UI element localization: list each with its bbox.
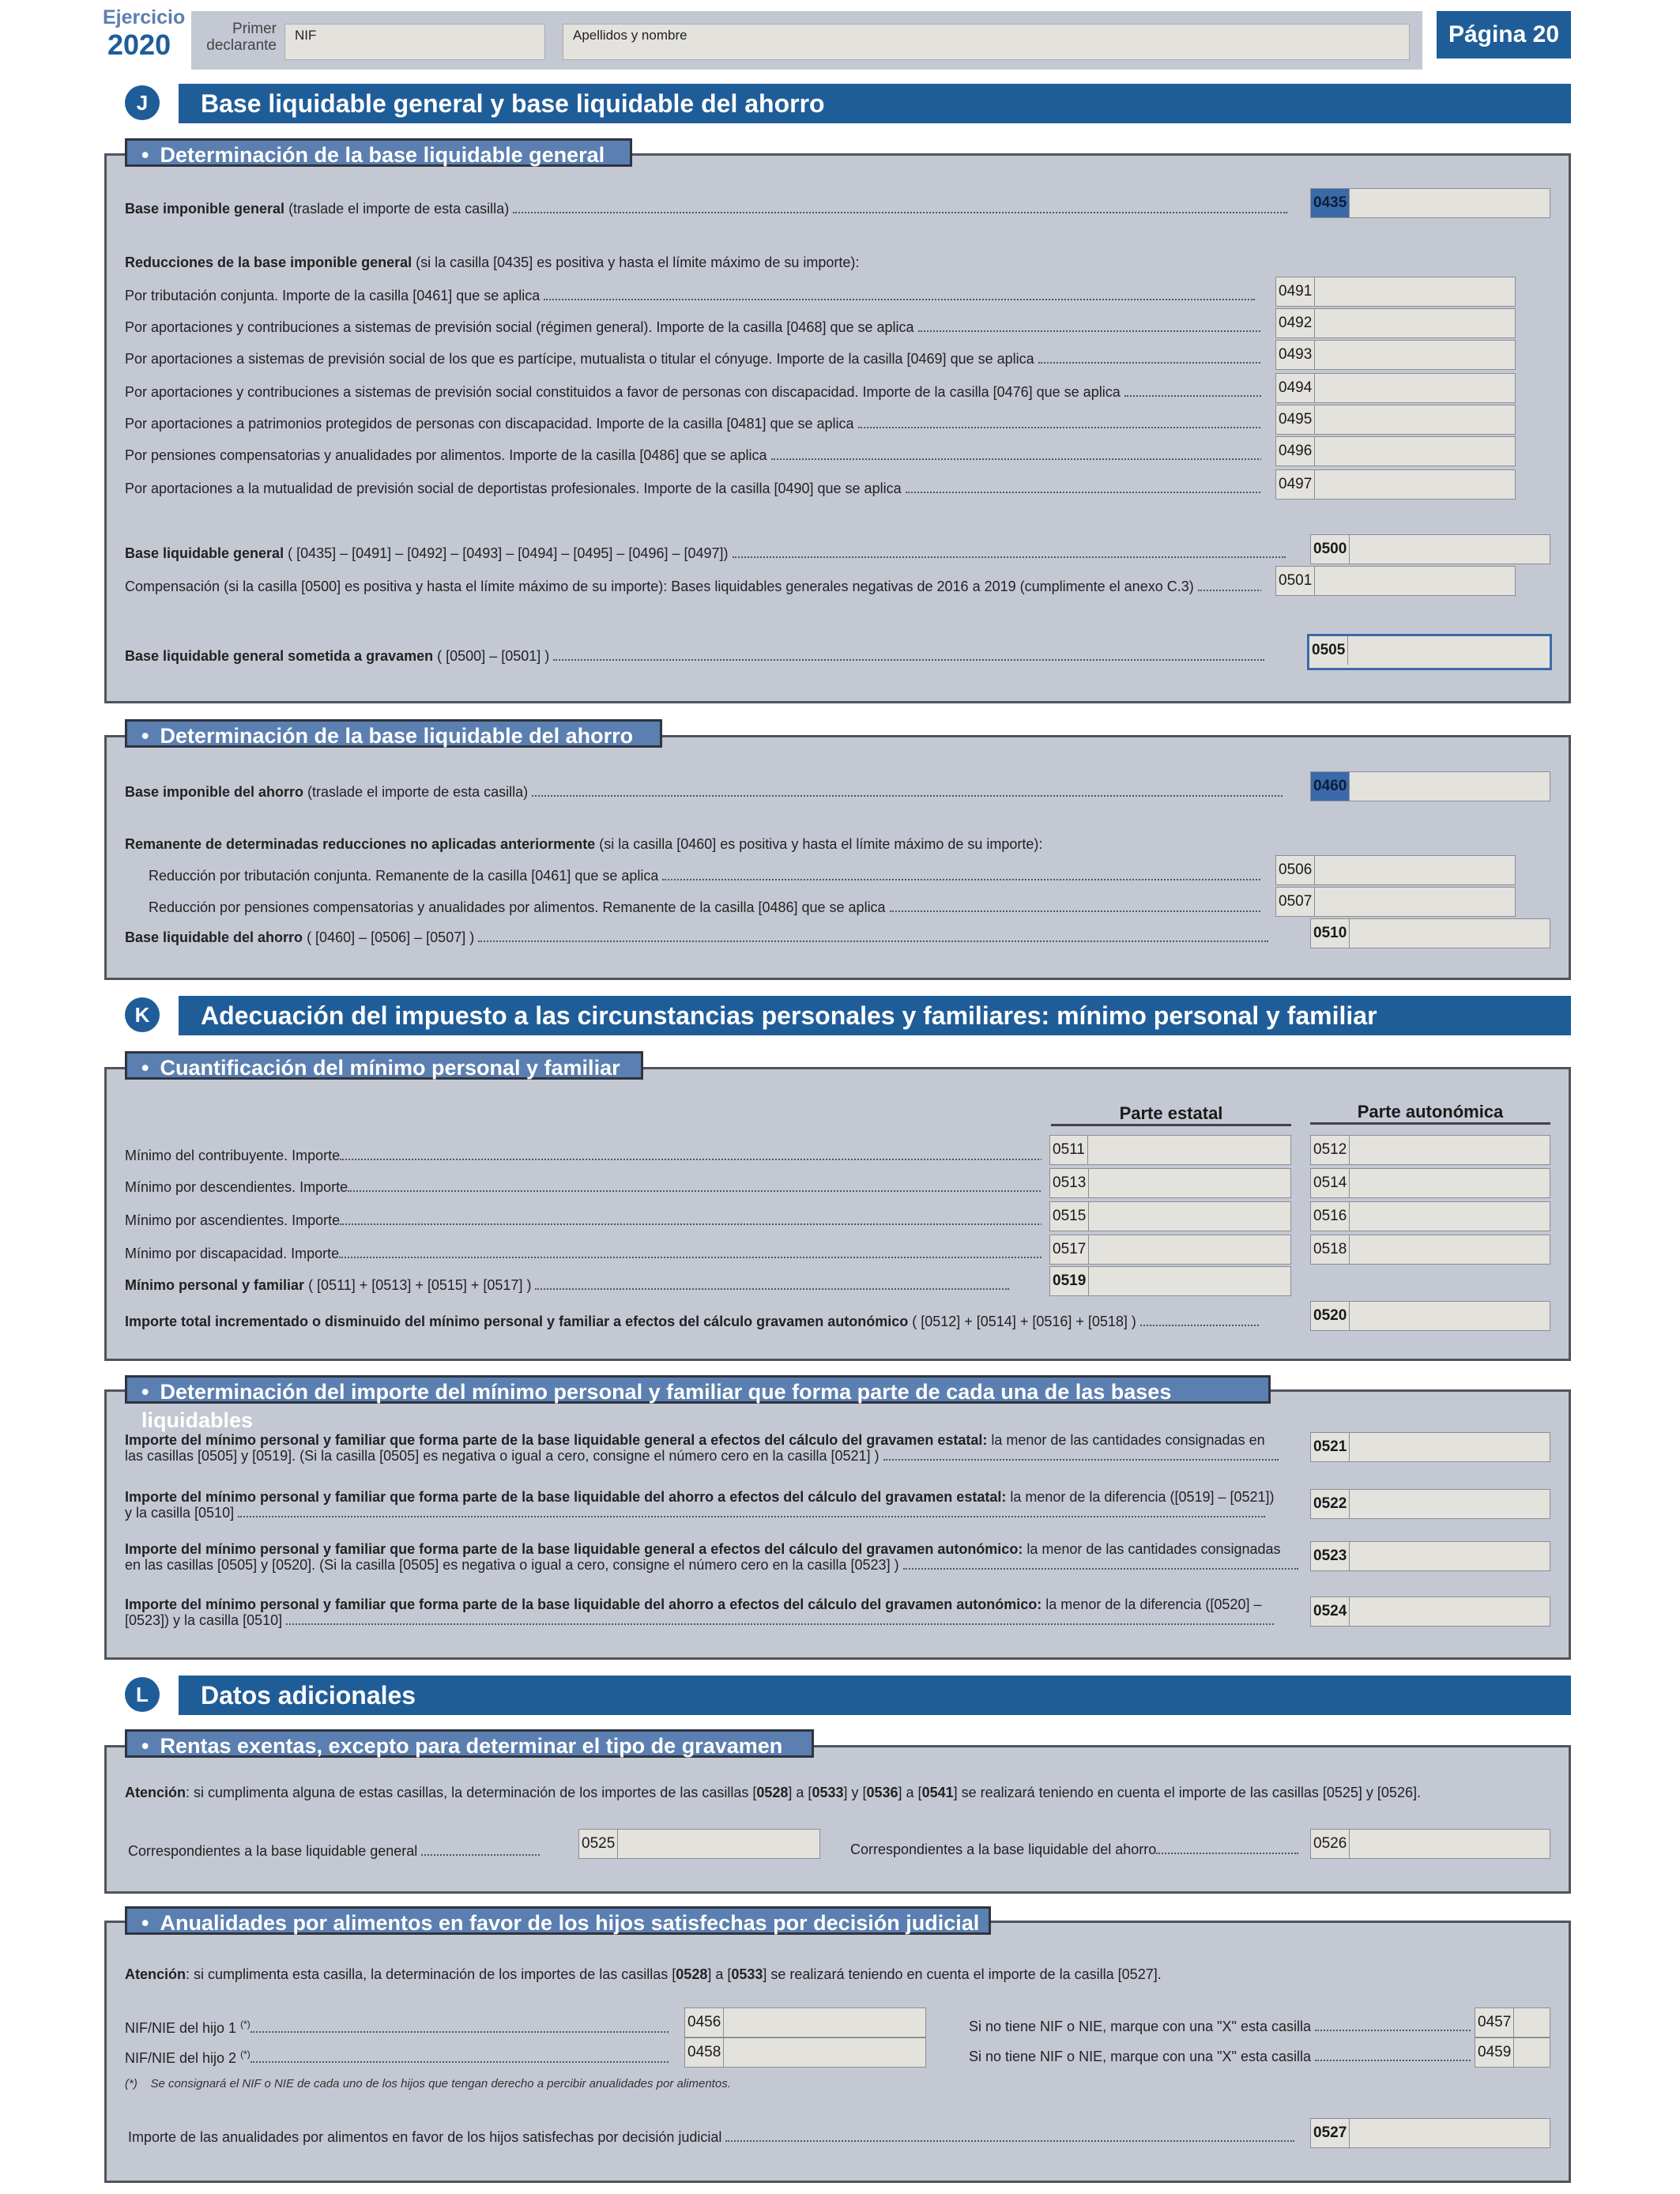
row-0491: Por tributación conjunta. Importe de la casilla [0461] que se aplica: [125, 288, 1261, 304]
section-letter-l: L: [125, 1677, 160, 1712]
casilla-0525[interactable]: 0525: [578, 1829, 820, 1859]
subsection-title: • Cuantificación del mínimo personal y familiar: [125, 1051, 643, 1080]
row-minimo-ascendientes: Mínimo por ascendientes. Importe: [125, 1212, 1042, 1229]
casilla-0512[interactable]: 0512: [1310, 1135, 1550, 1165]
casilla-0511[interactable]: 0511: [1049, 1135, 1291, 1165]
atencion-rentas: Atención: si cumplimenta alguna de estas casillas, la determinación de los importes de las casillas [0528] a [0533] y [0536] a [0541] se realizará teniendo en cuenta el importe de las casillas [0525] y [0526].: [125, 1785, 1421, 1800]
section-title-j: Base liquidable general y base liquidable del ahorro: [179, 84, 1571, 123]
ejercicio-label: Ejercicio: [103, 6, 186, 28]
row-base-imponible-general: Base imponible general (traslade el importe de esta casilla): [125, 201, 1299, 217]
casilla-0460[interactable]: 0460: [1310, 771, 1550, 801]
subsection-title: • Rentas exentas, excepto para determinar el tipo de gravamen: [125, 1729, 814, 1758]
row-importe-anualidades: Importe de las anualidades por alimentos en favor de los hijos satisfechas por decisión judicial: [128, 2129, 1298, 2146]
row-0507: Reducción por pensiones compensatorias y anualidades por alimentos. Remanente de la casilla [0486] que se aplica: [149, 899, 1261, 916]
row-minimo-discapacidad: Mínimo por discapacidad. Importe: [125, 1246, 1042, 1262]
row-0497: Por aportaciones a la mutualidad de previsión social de deportistas profesionales. Importe de la casilla [0490] que se aplica: [125, 481, 1261, 497]
casilla-0522[interactable]: 0522: [1310, 1489, 1550, 1519]
casilla-0501[interactable]: 0501: [1275, 566, 1516, 596]
casilla-0523[interactable]: 0523: [1310, 1541, 1550, 1571]
subsection-title: • Determinación del importe del mínimo personal y familiar que forma parte de cada una de las bases liquidables: [125, 1375, 1271, 1404]
primer-declarante-label: Primer declarante: [206, 21, 277, 54]
checkbox-0459[interactable]: 0459: [1475, 2038, 1550, 2068]
section-letter-k: K: [125, 997, 160, 1032]
row-0496: Por pensiones compensatorias y anualidades por alimentos. Importe de la casilla [0486] que se aplica: [125, 447, 1261, 464]
casilla-0526[interactable]: 0526: [1310, 1829, 1550, 1859]
casilla-0517[interactable]: 0517: [1049, 1235, 1291, 1265]
casilla-0519[interactable]: 0519: [1049, 1266, 1291, 1296]
casilla-0497[interactable]: 0497: [1275, 469, 1516, 499]
atencion-anualidades: Atención: si cumplimenta esta casilla, la determinación de los importes de las casillas [0528] a [0533] se realizará teniendo en cuenta el importe de la casilla [0527].: [125, 1966, 1162, 1982]
panel-rentas-exentas: [104, 1745, 1571, 1894]
column-header-estatal: Parte estatal: [1051, 1103, 1291, 1126]
paragraph-0522: Importe del mínimo personal y familiar que forma parte de la base liquidable del ahorro a efectos del cálculo del gravamen estatal: la menor de la diferencia ([0519] – [0521]) y la casilla [0510]: [125, 1489, 1275, 1521]
casilla-0515[interactable]: 0515: [1049, 1201, 1291, 1231]
casilla-0494[interactable]: 0494: [1275, 373, 1516, 403]
casilla-0506[interactable]: 0506: [1275, 855, 1516, 885]
casilla-0510[interactable]: 0510: [1310, 918, 1550, 948]
apellidos-label: Apellidos y nombre: [573, 28, 687, 43]
year-label: 2020: [107, 28, 171, 61]
row-compensacion: Compensación (si la casilla [0500] es positiva y hasta el límite máximo de su importe): Bases liquidables generales negativas de 2016 a 2019 (cumplimente el anexo C.3): [125, 579, 1261, 595]
page-number: Página 20: [1437, 11, 1571, 58]
row-nif-hijo-1: NIF/NIE del hijo 1 (*): [125, 2019, 670, 2037]
column-header-autonomica: Parte autonómica: [1310, 1102, 1550, 1125]
nif-label: NIF: [295, 28, 317, 43]
subsection-title: • Determinación de la base liquidable general: [125, 138, 632, 167]
apellidos-field[interactable]: [563, 24, 1410, 60]
row-sin-nif-2: Si no tiene NIF o NIE, marque con una "X" esta casilla: [969, 2049, 1471, 2065]
casilla-0520[interactable]: 0520: [1310, 1301, 1550, 1331]
casilla-0495[interactable]: 0495: [1275, 405, 1516, 435]
casilla-0493[interactable]: 0493: [1275, 340, 1516, 370]
casilla-0524[interactable]: 0524: [1310, 1596, 1550, 1627]
casilla-0435[interactable]: 0435: [1310, 188, 1550, 218]
casilla-0514[interactable]: 0514: [1310, 1168, 1550, 1198]
paragraph-0523: Importe del mínimo personal y familiar que forma parte de la base liquidable general a efectos del cálculo del gravamen autonómico: la menor de las cantidades consignadas en las casillas [0505] y [0520]. (Si la casilla [0505] es negativa o igual a cero, consigne el número cero en la casilla [0523] ): [125, 1541, 1302, 1573]
casilla-0491[interactable]: 0491: [1275, 277, 1516, 307]
casilla-0507[interactable]: 0507: [1275, 887, 1516, 917]
row-minimo-personal-familiar: Mínimo personal y familiar ( [0511] + [0513] + [0515] + [0517] ): [125, 1277, 1042, 1294]
section-title-k: Adecuación del impuesto a las circunstancias personales y familiares: mínimo personal y familiar: [179, 996, 1571, 1035]
row-0495: Por aportaciones a patrimonios protegidos de personas con discapacidad. Importe de la casilla [0481] que se aplica: [125, 416, 1261, 432]
row-0493: Por aportaciones a sistemas de previsión social de los que es partícipe, mutualista o titular el cónyuge. Importe de la casilla [0469] que se aplica: [125, 351, 1261, 368]
row-base-liquidable-gravamen: Base liquidable general sometida a gravamen ( [0500] – [0501] ): [125, 648, 1299, 665]
casilla-0458[interactable]: 0458: [684, 2038, 926, 2068]
casilla-0516[interactable]: 0516: [1310, 1201, 1550, 1231]
section-title-l: Datos adicionales: [179, 1676, 1571, 1715]
subsection-title: • Anualidades por alimentos en favor de los hijos satisfechas por decisión judicial: [125, 1906, 991, 1935]
row-minimo-descendientes: Mínimo por descendientes. Importe: [125, 1179, 1042, 1196]
row-base-liquidable-general: Base liquidable general ( [0435] – [0491] – [0492] – [0493] – [0494] – [0495] – [0496] – [0497]): [125, 545, 1299, 562]
footnote: (*) Se consignará el NIF o NIE de cada uno de los hijos que tengan derecho a percibir anualidades por alimentos.: [125, 2077, 731, 2090]
casilla-0518[interactable]: 0518: [1310, 1235, 1550, 1265]
row-base-imponible-ahorro: Base imponible del ahorro (traslade el importe de esta casilla): [125, 784, 1299, 801]
row-importe-total: Importe total incrementado o disminuido del mínimo personal y familiar a efectos del cálculo gravamen autonómico ( [0512] + [0514] + [0516] + [0518] ): [125, 1314, 1299, 1330]
paragraph-0521: Importe del mínimo personal y familiar que forma parte de la base liquidable general a efectos del cálculo del gravamen estatal: la menor de las cantidades consignadas en las casillas [0505] y [0519]. (Si la casilla [0505] es negativa o igual a cero, consigne el número cero en la casilla [0521] ): [125, 1432, 1302, 1464]
nif-field[interactable]: [284, 24, 545, 60]
casilla-0505[interactable]: 0505: [1307, 634, 1552, 670]
casilla-0496[interactable]: 0496: [1275, 436, 1516, 466]
subsection-title: • Determinación de la base liquidable del ahorro: [125, 719, 662, 748]
checkbox-0457[interactable]: 0457: [1475, 2007, 1550, 2038]
reducciones-heading: Reducciones de la base imponible general (si la casilla [0435] es positiva y hasta el límite máximo de su importe):: [125, 254, 860, 270]
casilla-0500[interactable]: 0500: [1310, 534, 1550, 564]
row-0506: Reducción por tributación conjunta. Remanente de la casilla [0461] que se aplica: [149, 868, 1261, 884]
paragraph-0524: Importe del mínimo personal y familiar que forma parte de la base liquidable del ahorro a efectos del cálculo del gravamen autonómico: la menor de la diferencia ([0520] – [0523]) y la casilla [0510]: [125, 1596, 1302, 1628]
casilla-0521[interactable]: 0521: [1310, 1432, 1550, 1462]
casilla-0513[interactable]: 0513: [1049, 1168, 1291, 1198]
casilla-0492[interactable]: 0492: [1275, 308, 1516, 338]
row-0492: Por aportaciones y contribuciones a sistemas de previsión social (régimen general). Importe de la casilla [0468] que se aplica: [125, 319, 1261, 336]
casilla-0456[interactable]: 0456: [684, 2007, 926, 2038]
remanente-heading: Remanente de determinadas reducciones no aplicadas anteriormente (si la casilla [0460] es positiva y hasta el límite máximo de su importe):: [125, 836, 1043, 852]
row-sin-nif-1: Si no tiene NIF o NIE, marque con una "X" esta casilla: [969, 2019, 1471, 2035]
row-rentas-ahorro: Correspondientes a la base liquidable del ahorro: [850, 1842, 1302, 1858]
casilla-0527[interactable]: 0527: [1310, 2118, 1550, 2148]
section-letter-j: J: [125, 85, 160, 120]
row-minimo-contribuyente: Mínimo del contribuyente. Importe: [125, 1148, 1042, 1164]
row-0494: Por aportaciones y contribuciones a sistemas de previsión social constituidos a favor de personas con discapacidad. Importe de la casilla [0476] que se aplica: [125, 384, 1261, 401]
row-rentas-general: Correspondientes a la base liquidable general: [128, 1843, 571, 1860]
row-nif-hijo-2: NIF/NIE del hijo 2 (*): [125, 2049, 670, 2067]
row-base-liquidable-ahorro: Base liquidable del ahorro ( [0460] – [0506] – [0507] ): [125, 929, 1299, 946]
